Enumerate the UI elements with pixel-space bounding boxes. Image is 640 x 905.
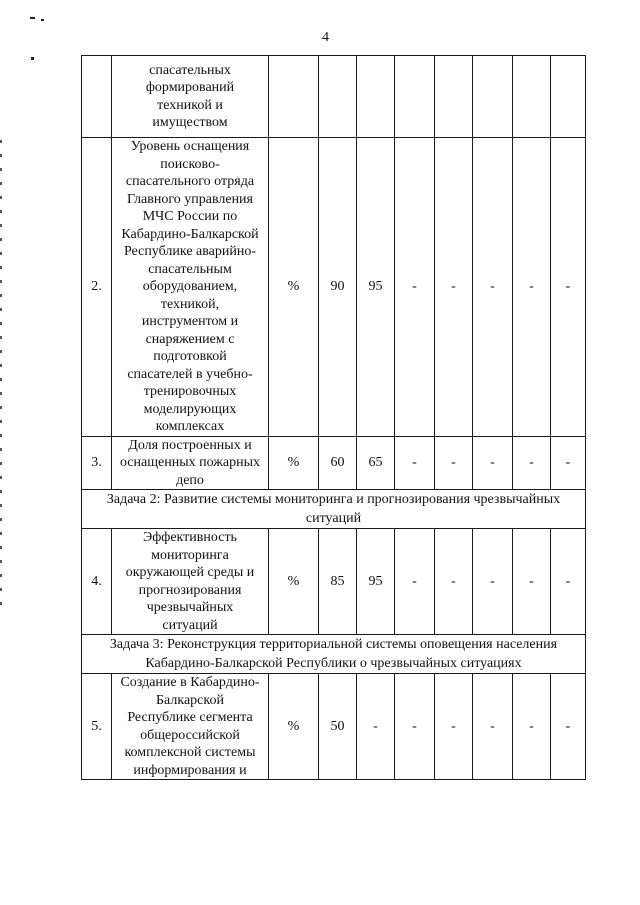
name-line: техникой, <box>160 296 220 312</box>
name-line: инструментом и <box>141 314 239 329</box>
indicators-table <box>81 55 586 780</box>
value-cell: - <box>395 529 435 635</box>
name-line: Создание в Кабардино- <box>120 675 260 690</box>
task-heading <box>82 635 586 674</box>
value-cell: - <box>513 674 551 780</box>
value-cell: - <box>513 436 551 490</box>
row-number: 2. <box>82 138 112 437</box>
unit-cell: % <box>269 436 319 490</box>
task-line: Кабардино-Балкарской Республики о чрезвычайных ситуациях <box>145 656 522 671</box>
value-cell: - <box>473 138 513 437</box>
name-line: окружающей среды и <box>125 565 255 580</box>
value-cell: 50 <box>319 674 357 780</box>
name-line: ситуаций <box>162 617 218 633</box>
name-line: общероссийской <box>140 727 240 743</box>
name-line: комплексной системы <box>124 745 256 760</box>
task-line: Задача 3: Реконструкция территориальной системы оповещения населения <box>109 637 558 652</box>
name-line: Доля построенных и <box>128 437 252 453</box>
table-row <box>82 674 586 780</box>
task-heading <box>82 490 586 529</box>
name-line: мониторинга <box>151 547 229 563</box>
unit-cell <box>269 56 319 138</box>
name-line: моделирующих <box>143 401 237 417</box>
name-line: спасательным <box>148 261 232 277</box>
name-line: информирования и <box>133 762 247 778</box>
value-cell: - <box>551 436 586 490</box>
name-line: Республике аварийно- <box>123 244 257 259</box>
name-line: спасателей в учебно- <box>127 366 253 382</box>
name-line: чрезвычайных <box>146 600 234 615</box>
table-row <box>82 436 586 490</box>
name-line: Эффективность <box>143 530 237 545</box>
value-cell: - <box>551 138 586 437</box>
name-line: тренировочных <box>143 384 237 399</box>
value-cell <box>551 56 586 138</box>
table-row <box>82 138 586 437</box>
value-cell: - <box>551 674 586 780</box>
value-cell: - <box>473 436 513 490</box>
name-line: депо <box>176 472 204 488</box>
name-line: спасательного отряда <box>125 174 255 189</box>
name-line: Республике сегмента <box>127 710 253 725</box>
row-number <box>82 56 112 138</box>
name-line: оборудованием, <box>142 279 238 294</box>
row-number: 4. <box>82 529 112 635</box>
value-cell: 65 <box>357 436 395 490</box>
task-line: ситуаций <box>305 511 362 526</box>
name-line: МЧС России по <box>142 209 238 224</box>
name-line: техникой и <box>157 97 223 113</box>
value-cell <box>357 56 395 138</box>
row-number: 5. <box>82 674 112 780</box>
page-number: 4 <box>322 30 329 45</box>
value-cell: 95 <box>357 138 395 437</box>
row-number: 3. <box>82 436 112 490</box>
name-line: имуществом <box>152 115 228 130</box>
name-line: Уровень оснащения <box>130 139 250 154</box>
value-cell <box>473 56 513 138</box>
name-line: снаряжением с <box>145 331 235 347</box>
table-row <box>82 56 586 138</box>
unit-cell: % <box>269 529 319 635</box>
indicator-name <box>112 529 269 635</box>
value-cell: - <box>435 436 473 490</box>
value-cell: - <box>513 138 551 437</box>
indicator-name <box>112 138 269 437</box>
value-cell: - <box>551 529 586 635</box>
value-cell: 60 <box>319 436 357 490</box>
name-line: оснащенных пожарных <box>119 455 261 470</box>
task-row <box>82 490 586 529</box>
value-cell: 90 <box>319 138 357 437</box>
value-cell <box>513 56 551 138</box>
value-cell: 85 <box>319 529 357 635</box>
indicator-name <box>112 674 269 780</box>
value-cell: - <box>395 436 435 490</box>
value-cell: 95 <box>357 529 395 635</box>
indicator-name <box>112 436 269 490</box>
name-line: прогнозирования <box>138 582 242 598</box>
name-line: формирований <box>145 80 235 95</box>
scan-mark <box>30 17 35 19</box>
value-cell: - <box>435 138 473 437</box>
value-cell: - <box>357 674 395 780</box>
value-cell: - <box>395 138 435 437</box>
table-row <box>82 529 586 635</box>
value-cell: - <box>435 674 473 780</box>
unit-cell: % <box>269 674 319 780</box>
value-cell <box>395 56 435 138</box>
unit-cell: % <box>269 138 319 437</box>
value-cell: - <box>513 529 551 635</box>
name-line: комплексах <box>155 419 225 434</box>
scan-mark <box>31 57 34 60</box>
name-line: подготовкой <box>153 349 227 364</box>
scan-edge-artifact <box>0 140 2 610</box>
task-line: Задача 2: Развитие системы мониторинга и прогнозирования чрезвычайных <box>106 492 561 507</box>
name-line: поисково- <box>160 156 220 172</box>
value-cell <box>319 56 357 138</box>
indicator-name <box>112 56 269 138</box>
value-cell <box>435 56 473 138</box>
scan-mark <box>41 19 44 21</box>
value-cell: - <box>473 674 513 780</box>
value-cell: - <box>395 674 435 780</box>
name-line: спасательных <box>149 62 231 78</box>
value-cell: - <box>473 529 513 635</box>
name-line: Главного управления <box>127 191 253 207</box>
name-line: Кабардино-Балкарской <box>121 226 259 242</box>
task-row <box>82 635 586 674</box>
name-line: Балкарской <box>156 692 224 708</box>
value-cell: - <box>435 529 473 635</box>
